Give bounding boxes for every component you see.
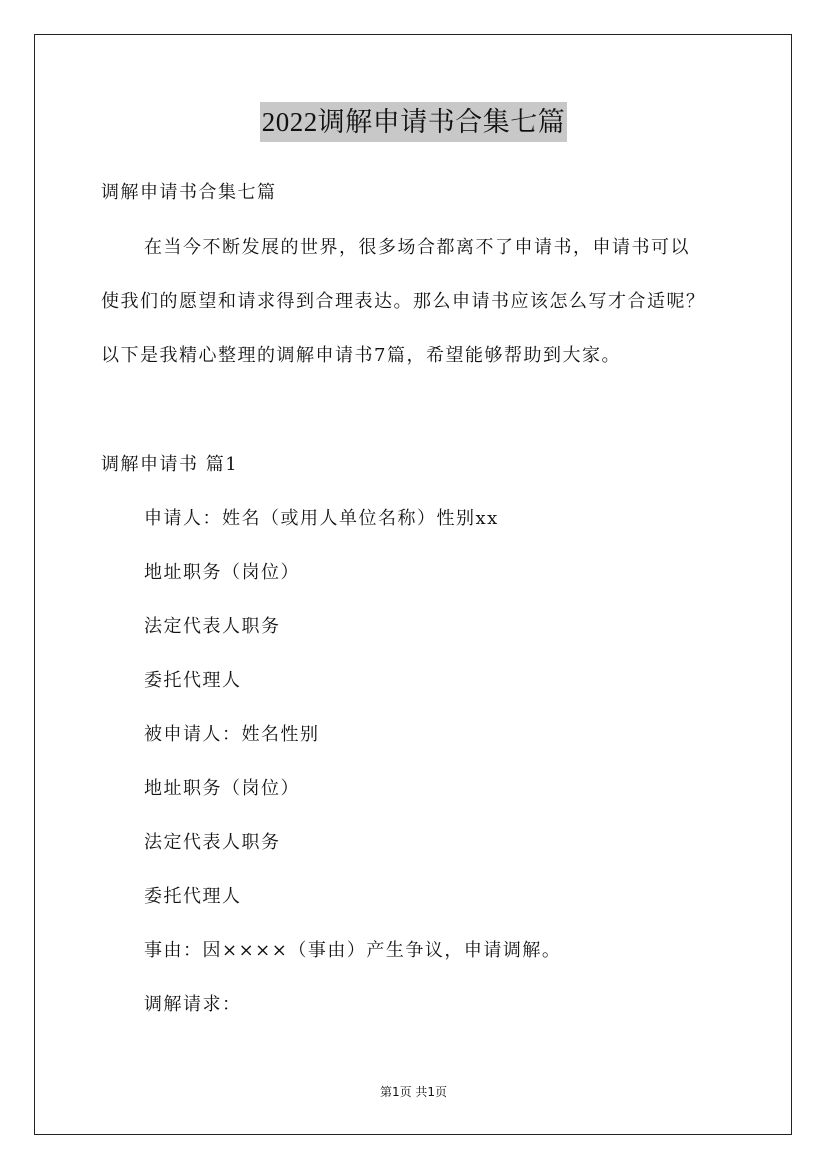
field-applicant-address: 地址职务（岗位）: [144, 562, 300, 583]
field-respondent: 被申请人：姓名性别: [144, 724, 320, 745]
field-respondent-agent: 委托代理人: [144, 886, 242, 907]
document-subtitle: 调解申请书合集七篇: [101, 182, 277, 203]
field-reason: 事由：因××××（事由）产生争议，申请调解。: [144, 940, 562, 961]
title-container: [0, 102, 827, 142]
document-title: 2022调解申请书合集七篇: [260, 102, 568, 142]
field-respondent-legal-rep: 法定代表人职务: [144, 832, 281, 853]
field-mediation-request: 调解请求：: [144, 994, 242, 1015]
field-applicant: 申请人：姓名（或用人单位名称）性别xx: [144, 508, 499, 529]
page-footer: 第1页 共1页: [379, 1085, 448, 1099]
field-respondent-address: 地址职务（岗位）: [144, 778, 300, 799]
intro-line-1: 在当今不断发展的世界，很多场合都离不了申请书，申请书可以: [144, 237, 690, 258]
field-applicant-legal-rep: 法定代表人职务: [144, 616, 281, 637]
field-applicant-agent: 委托代理人: [144, 670, 242, 691]
section-heading: 调解申请书 篇1: [101, 454, 239, 475]
intro-line-3: 以下是我精心整理的调解申请书7篇，希望能够帮助到大家。: [101, 345, 621, 366]
intro-line-2: 使我们的愿望和请求得到合理表达。那么申请书应该怎么写才合适呢？: [101, 291, 706, 312]
